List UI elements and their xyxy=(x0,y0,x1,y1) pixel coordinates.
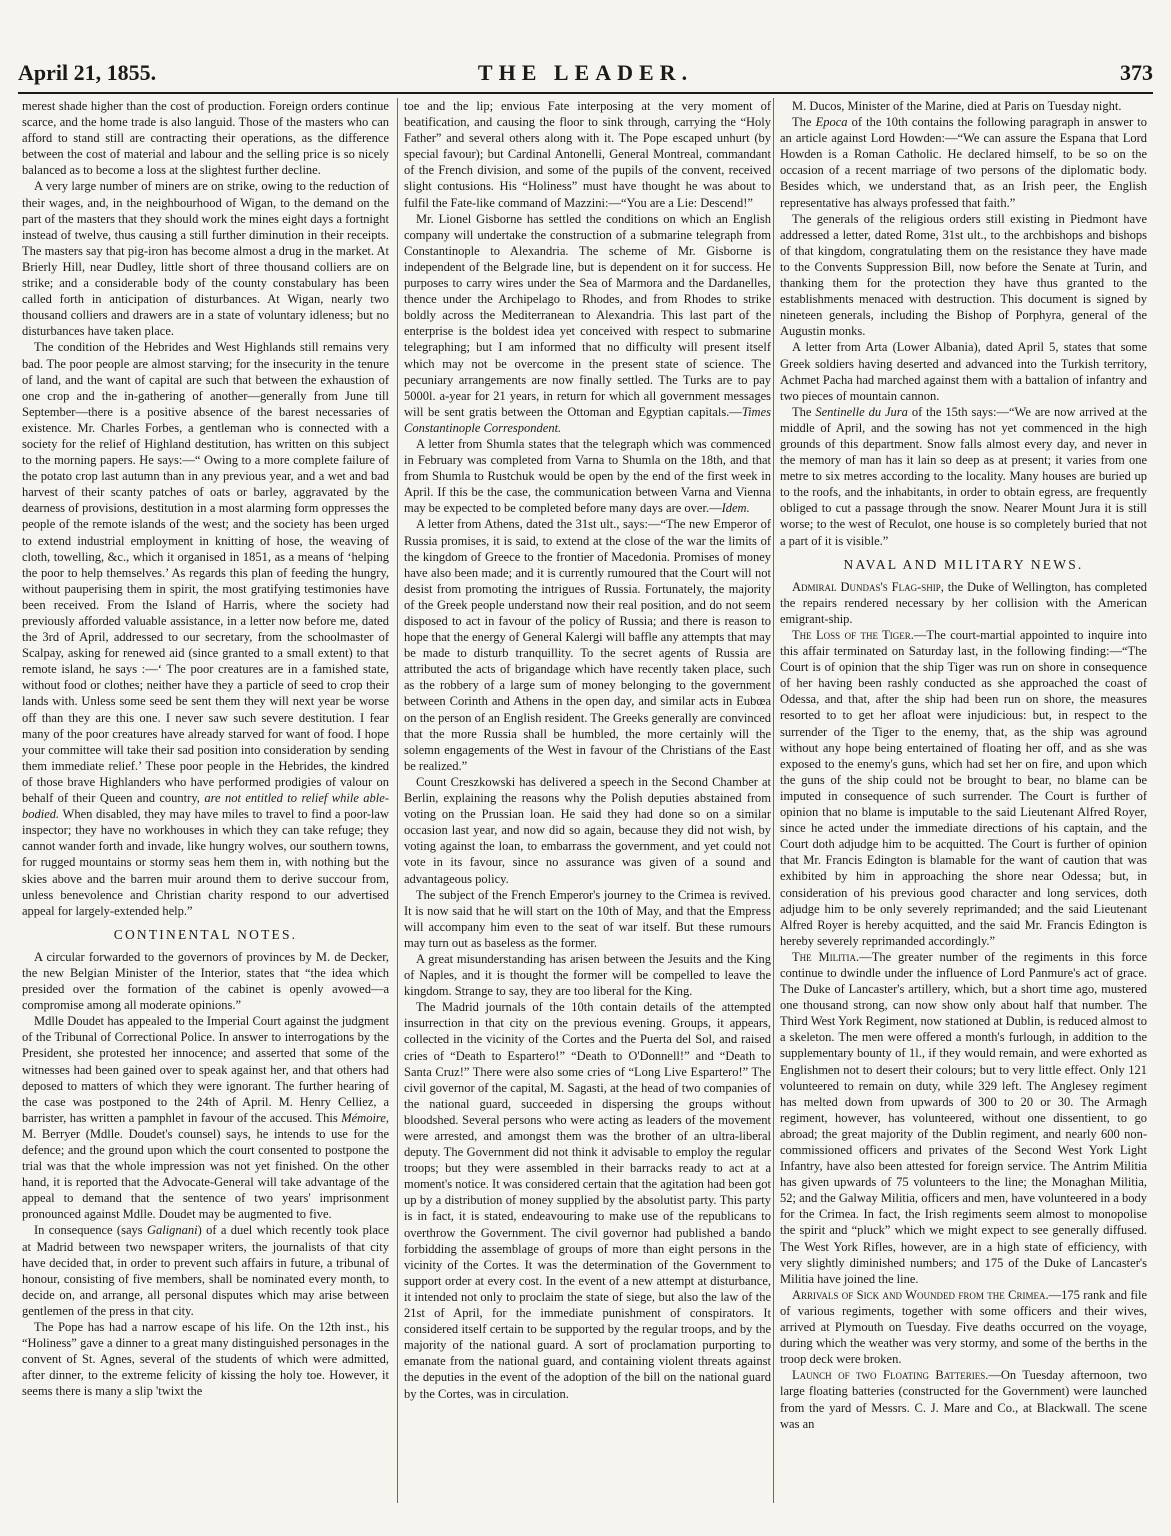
column-divider xyxy=(773,98,774,1503)
section-heading-naval-military-news: NAVAL AND MILITARY NEWS. xyxy=(843,556,1084,572)
issue-date: April 21, 1855. xyxy=(18,60,157,85)
news-item xyxy=(780,579,1147,627)
italic-text: Sentinelle du Jura xyxy=(815,404,908,419)
news-item xyxy=(780,627,1147,949)
paragraph-text: In consequence (says xyxy=(34,1223,147,1238)
paragraph xyxy=(780,114,1147,211)
paragraph xyxy=(780,404,1147,549)
masthead xyxy=(18,60,1153,86)
paragraph-text: The xyxy=(792,115,816,130)
news-item-lead: Arrivals of Sick and Wounded from the Crimea. xyxy=(792,1287,1049,1302)
paragraph xyxy=(22,339,389,918)
paragraph-text: of the 15th says:—“We are now arrived at the middle of April, and the sowing has not yet commenced in the high grounds of this department. Snow falls almost every day, and never in the memory of man has it lain so deep as at present; it varies from one metre to six metres according to the locality. Many houses are buried up to the roofs, and the inhabitants, in order to obtain egress, are frequently obliged to cut a passage through the snow. Nearer Mount Jura it is still worse; to the west of Reculot, one house is so completely buried that not a part of it is visible.” xyxy=(780,404,1147,548)
italic-text: Mémoire xyxy=(341,1110,386,1125)
paragraph: The generals of the religious orders still existing in Piedmont have addressed a letter, dated Rome, 31st ult., to the archbishops and bishops of that kingdom, congratulating them on the resistance they have made to the Convents Suppression Bill, now before the Senate at Turin, and thanking them for the protection they have thus granted to the establishments menaced with destruction. This document is signed by nineteen generals, including the Bishop of Porphyra, general of the Augustin monks. xyxy=(780,211,1147,339)
news-item-text: —The greater number of the regiments in this force continue to dwindle under the influence of Lord Panmure's act of grace. The Duke of Lancaster's artillery, which, but a short time ago, mustered one thousand strong, can now show only about half that number. The Third West York Regiment, now stationed at Dublin, is reduced almost to a skeleton. The men were offered a month's furlough, in addition to the supplementary bounty of 1l., if they would remain, and were exhorted as Englishmen not to desert their colours; but to very little effect. Only 121 volunteered to remain on duty, while 329 left. The Anglesey regiment has melted down from upwards of 300 to 20 or 30. The Armagh regiment, however, has volunteered, without one dissentient, to go abroad; the great majority of the Dublin regiment, and nearly 600 non-commissioned officers and privates of the Second West York Light Infantry, have also been attested for foreign service. The Antrim Militia has given upwards of 75 volunteers to the line; the Monaghan Militia, 52; and the Galway Militia, officers and men, have volunteered in a body for the Crimea. In fact, the Irish regiments seem almost to monopolise the spirit and “pluck” which we might expect to see generally diffused. The West York Rifles, however, are in a high state of efficiency, with very slightly diminished numbers; and 175 of the Duke of Lancaster's Militia have joined the line. xyxy=(780,949,1147,1286)
paragraph: Count Creszkowski has delivered a speech in the Second Chamber at Berlin, explaining the reasons why the Polish deputies abstained from voting on the Prussian loan. He said they had done so on a similar occasion last year, and now did so again, because they did not wish, by voting against the loan, to embarrass the government, and yet could not vote in its favour, since no assurance was given of a sound and advantageous policy. xyxy=(404,774,771,886)
paragraph-text: A letter from Shumla states that the telegraph which was commenced in February was completed from Varna to Shumla on the 18th, and that from Shumla to Rustchuk would be open by the end of the first week in April. If this be the case, the communication between Varna and Vienna may be expected to be completed before many days are over.— xyxy=(404,436,771,516)
paragraph: A letter from Arta (Lower Albania), dated April 5, states that some Greek soldiers having deserted and advanced into the Turkish territory, Achmet Pacha had marched against them with a battalion of infantry and two pieces of mountain cannon. xyxy=(780,340,1147,403)
paragraph xyxy=(22,1222,389,1319)
section-heading-continental-notes: CONTINENTAL NOTES. xyxy=(113,926,298,942)
column-1 xyxy=(22,98,389,1508)
paragraph-text: When disabled, they may have miles to travel to find a poor-law inspector; they have no workhouses in which they can take refuge; they cannot wander forth and invade, like hungry wolves, our southern towns, for rugged mountains or stormy seas hem them in, with nothing but the skies above and the barren muir around them to derive succour from, unless benevolence and Christian charity respond to our advertised appeal for largely-extended help.” xyxy=(22,807,389,918)
news-item-text: —On Tuesday afternoon, two large floating batteries (constructed for the Government) were launched from the yard of Messrs. C. J. Mare and Co., at Blackwall. The scene was an xyxy=(780,1368,1147,1431)
news-item xyxy=(780,949,1147,1287)
news-item-text: the Duke of Wellington, has completed the repairs rendered necessary by her collision with the American emigrant-ship. xyxy=(780,579,1147,626)
news-item-text: —The court-martial appointed to inquire into this affair terminated on Saturday last, in the following finding:—“The Court is of opinion that the ship Tiger was run on shore in consequence of her having been rashly conducted as she approached the coast of Odessa, and that, after the ship had been run on shore, the measures resorted to to get her afloat were injudicious: but, in respect to the surrender of the Tiger to the enemy, that, as the ship was aground without any hope being entertained of floating her off, and as she was exposed to the enemy's guns, which had set her on fire, and upon which the guns of the ship could not be brought to bear, no blame can be imputed in consequence of such surrender. The Court is further of opinion that no blame is imputable to the said Lieutenant Alfred Royer, since he acted under the immediate directions of his captain, and the Court doth adjudge him to be acquitted. The Court is further of opinion that Mr. Francis Edington is blamable for the want of caution that was exhibited by him in approaching the shore near Odessa; but, in consideration of his previous good character and long services, doth adjudge him to be only severely reprimanded; and the said Lieutenant Alfred Royer is hereby acquitted, and the said Mr. Francis Edington is hereby severely reprimanded accordingly.” xyxy=(780,628,1147,948)
news-item-lead: Launch of two Floating Batteries. xyxy=(792,1368,989,1383)
newspaper-title: THE LEADER. xyxy=(477,60,694,85)
paragraph: A very large number of miners are on strike, owing to the reduction of their wages, and, in the neighbourhood of Wigan, to the demand on the part of the masters that they should work the mines eight days a fortnight instead of twelve, thus causing a still further diminution in their receipts. The masters say that pig-iron has become almost a drug in the market. At Brierly Hill, near Dudley, little short of three thousand colliers are on strike; and a considerable body of the county constabulary has been called forth in anticipation of disturbances. At Wigan, nearly two thousand colliers and drawers are in a state of voluntary idleness; but no disturbances have taken place. xyxy=(22,179,389,339)
page-number: 373 xyxy=(1120,60,1153,85)
news-item xyxy=(780,1367,1147,1431)
paragraph: A letter from Athens, dated the 31st ult., says:—“The new Emperor of Russia promises, it is said, to extend at the close of the war the limits of the kingdom of Greece to the frontier of Macedonia. Promises of money have also been made; and it is currently rumoured that the Court will not desist from promoting the intrigues of Russia. Fortunately, the majority of the Greek people understand now their real position, and do not seem disposed to act in favour of the policy of Russia; and there is reason to hope that the energy of General Kalergi will baffle any attempts that may be made to disturb tranquillity. To the secret agents of Russia are attributed the acts of brigandage which have recently taken place, such as the robbery of a large sum of money belonging to the government between Corinth and Athens in the open day, and similar acts in Eubœa on the person of an English resident. The Greeks generally are convinced that the more Russia shall be humbled, the more certainly will the solemn engagements of the West in favour of the Christians of the East be realized.” xyxy=(404,517,771,773)
column-2 xyxy=(404,98,771,1508)
paragraph xyxy=(404,211,771,436)
paragraph: The Madrid journals of the 10th contain details of the attempted insurrection in that city on the previous evening. Groups, it appears, collected in the vicinity of the Cortes and the Puerta del Sol, and raised cries of “Death to Espartero!” “Death to O'Donnell!” and “Death to Santa Cruz!” There were also some cries of “Long Live Espartero!” The civil governor of the capital, M. Sagasti, at the head of two companies of the national guard, succeeded in dispersing the groups without bloodshed. Several persons who were acting as leaders of the movement were arrested, and amongst them was the brother of an ultra-liberal deputy. The Government did not think it advisable to employ the regular troops; but they were assembled in their barracks ready to act at a moment's notice. It was considered certain that the agitation had been got up by a distribution of money supplied by the absolutist party. This party is in fact, it is stated, endeavouring to make use of the republicans to overthrow the Government. The civil governor had published a bando forbidding the assemblage of groups of more than eight persons in the vicinity of the Cortes. It was the determination of the Government to support order at every cost. In the event of a new attempt at disturbance, it intended not only to proclaim the state of siege, but also the law of the 21st of April, for the immediate punishment of conspirators. It considered itself certain to be supported by the regular troops, and by the majority of the national guard. A sort of proclamation purporting to emanate from the national guard, and containing violent threats against the deputies in the event of the adoption of the bill on the national guard by the Cortes, was in circulation. xyxy=(404,1000,771,1401)
italic-text: Galignani xyxy=(146,1223,198,1238)
paragraph: A circular forwarded to the governors of provinces by M. de Decker, the new Belgian Minister of the Interior, states that “the idea which presided over the formation of the cabinet is openly avowed—a compromise among all moderate opinions.” xyxy=(22,949,389,1013)
paragraph: toe and the lip; envious Fate interposing at the very moment of beatification, and causing the floor to sink through, carrying the “Holy Father” and several others along with it. The Pope escaped unhurt (by special favour); but Cardinal Antonelli, General Montreal, commandant of the French division, and some of the pupils of the convent, received slight contusions. His “Holiness” must have thought he was about to fulfil the Fate-like command of Mazzini:—“You are a Lie: Descend!” xyxy=(404,99,771,210)
italic-text: Idem. xyxy=(721,501,750,516)
paragraph: The subject of the French Emperor's journey to the Crimea is revived. It is now said that he will start on the 10th of May, and that the Empress will accompany him even to the seat of war itself. But these rumours may turn out as baseless as the former. xyxy=(404,887,771,950)
paragraph-text: , M. Berryer (Mdlle. Doudet's counsel) says, he intends to use for the defence; and the ground upon which the court consented to postpone the trial was that the whole impression was not yet finished. On the other hand, it is reported that the Advocate-General will take advantage of the appeal to demand that the sentence of two years' imprisonment pronounced against Mdlle. Doudet may be augmented to five. xyxy=(22,1110,389,1222)
italic-text: Epoca xyxy=(815,115,848,130)
italic-text: Times Constantinople Correspondent. xyxy=(404,404,771,435)
news-item-lead: Admiral Dundas's Flag-ship, xyxy=(792,579,944,594)
italic-text: are not entitled to relief while able-bodied. xyxy=(22,791,389,822)
header-rule xyxy=(18,92,1153,94)
column-divider xyxy=(397,98,398,1503)
news-item-lead: The Militia. xyxy=(792,949,860,964)
paragraph-text: Mr. Lionel Gisborne has settled the conditions on which an English company will undertake the construction of a submarine telegraph from Constantinople to Alexandria. The scheme of Mr. Gisborne is independent of the Belgrade line, but is dependent on it for success. He purposes to carry wires under the Sea of Marmora and the Dardanelles, thence under the Archipelago to Rhodes, and from Rhodes to strike boldly across the Mediterranean to Alexandria. This last part of the enterprise is the boldest idea yet conceived with respect to submarine telegraphing; but I am informed that no difficulty will present itself which may not be overcome in the present state of science. The pecuniary arrangements are now finally settled. The Turks are to pay 5000l. a-year for 21 years, in return for which all government messages will be sent gratis between the Ottoman and Egyptian capitals.— xyxy=(404,211,771,419)
paragraph-text: Mdlle Doudet has appealed to the Imperial Court against the judgment of the Tribunal of Correctional Police. In answer to interrogations by the President, she protested her innocence; and asserted that some of the witnesses had been gained over to speak against her, and that others had deposed to matters of which they were ignorant. The further hearing of the case was postponed to the 24th of April. M. Henry Celliez, a barrister, has written a pamphlet in favour of the accused. This xyxy=(22,1014,389,1125)
news-item-text: —175 rank and file of various regiments, together with some officers and their wives, arrived at Plymouth on Tuesday. Five deaths occurred on the voyage, during which the weather was very stormy, and some of the berths in the troop deck were broken. xyxy=(780,1287,1147,1367)
paragraph xyxy=(22,1013,389,1222)
column-3 xyxy=(780,98,1147,1508)
paragraph-text: of the 10th contains the following paragraph in answer to an article against Lord Howden:—“We can assure the Espana that Lord Howden is a Roman Catholic. He declared himself, to be so on the occasion of a recent marriage of two persons of the diplomatic body. Besides which, we understand that, as an Irish peer, the English representative has always professed that faith.” xyxy=(780,115,1147,210)
paragraph-text: ) of a duel which recently took place at Madrid between two newspaper writers, the journalists of that city have decided that, in order to prevent such affairs in future, a tribunal of honour, consisting of five members, shall be nominated every month, to decide on, and arrange, all personal disputes which may arise between gentlemen of the press in that city. xyxy=(22,1223,389,1318)
paragraph-text: The xyxy=(792,404,816,419)
news-item-lead: The Loss of the Tiger. xyxy=(792,628,914,642)
paragraph: The Pope has had a narrow escape of his life. On the 12th inst., his “Holiness” gave a dinner to a great many distinguished personages in the convent of St. Agnes, several of the students of which were admitted, after dinner, to the extreme felicity of kissing the holy toe. However, it seems there is many a slip 'twixt the xyxy=(22,1320,389,1399)
paragraph: A great misunderstanding has arisen between the Jesuits and the King of Naples, and it is thought the former will be compelled to leave the kingdom. Strange to say, they are too liberal for the King. xyxy=(404,951,771,999)
paragraph-text: The condition of the Hebrides and West Highlands still remains very bad. The poor people are almost starving; for the insecurity in the tenure of land, and the want of capital are such that between the exhaustion of one crop and the in-gathering of another—generally from June till September—there is a positive absence of the barest necessaries of existence. Mr. Charles Forbes, a gentleman who is connected with a society for the relief of Highland destitution, has written on this subject to the morning papers. He says:—“ Owing to a more complete failure of the potato crop last autumn than in any previous year, and a wet and bad harvest of their scanty patches of oats or barley, aggravated by the dearness of provisions, destitution in a most alarming form oppresses the people of the remote islands of the west; and the society has been urged to extend industrial employment in knitting of hose, the weaving of cloth, towelling, &c., which it organised in 1851, as a means of ‘helping the poor to help themselves.’ As regards this plan of feeding the hungry, without pauperising them in spirit, the most gratifying testimonies have been received. From the Island of Harris, where the society had previously afforded valuable assistance, in a letter now before me, dated the 3rd of April, addressed to our secretary, from the schoolmaster of Scalpay, asking for renewed aid (since granted to a small extent) to that remote island, he says :—‘ The poor creatures are in a famished state, without food or clothes; neither have they a particle of seed to crop their lands with. Unless some seed be sent them they will next year be worse off than they are this one. I never saw such severe destitution. I fear many of the poor creatures have already starved for want of food. I hope your committee will take their sad position into consideration by sending them immediate relief.’ These poor people in the Hebrides, the kindred of those brave Highlanders who have performed prodigies of valour on behalf of their Queen and country, xyxy=(22,340,389,806)
paragraph: M. Ducos, Minister of the Marine, died at Paris on Tuesday night. xyxy=(792,99,1122,113)
news-item xyxy=(780,1287,1147,1367)
paragraph: merest shade higher than the cost of production. Foreign orders continue scarce, and the home trade is also languid. Those of the masters who can afford to stand still are contracting their operations, as the difference between the cost of material and labour and the selling price is so nicely balanced as to become a loss at the slightest further decline. xyxy=(22,99,389,178)
paragraph xyxy=(404,436,771,516)
